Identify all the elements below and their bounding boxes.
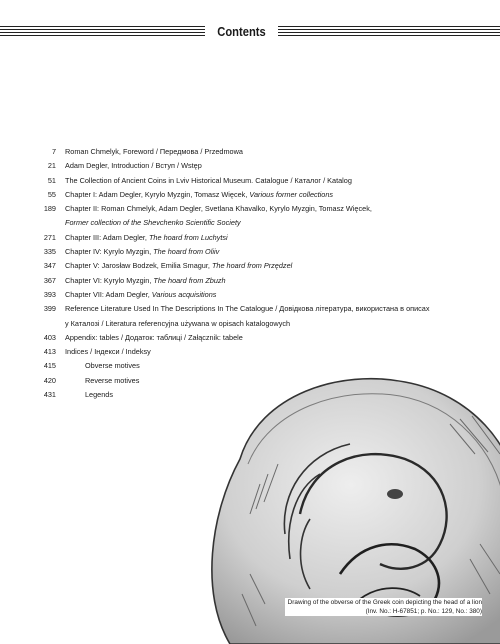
- toc-page-number: 415: [43, 361, 56, 371]
- toc-title-part: Chapter I: Adam Degler, Kyrylo Myzgin, Tomasz Więcek,: [65, 189, 250, 199]
- toc-title-part: Appendix: tables / Додаток: таблиці / Załącznik: tabele: [65, 332, 243, 342]
- toc-page-number: 55: [47, 189, 56, 199]
- toc-entry: [30, 345, 490, 359]
- toc-page-number: 189: [43, 204, 56, 214]
- toc-title-part: Chapter III: Adam Degler,: [65, 232, 149, 242]
- toc-entry-title: [56, 145, 243, 159]
- toc-title-part: Adam Degler, Introduction / Вступ / Wstęp: [65, 161, 202, 171]
- toc-entry: [30, 174, 490, 188]
- toc-title-part: Indices / Індекси / Indeksy: [65, 347, 151, 357]
- caption-line-2: (Inv. No.: Н-67851; p. No.: 129, No.: 380): [365, 608, 482, 615]
- toc-page-number: 403: [43, 332, 56, 342]
- toc-page-number: 413: [43, 347, 56, 357]
- toc-page-number: 21: [47, 161, 56, 171]
- toc-entry-title: [56, 245, 219, 259]
- toc-entry-title: [56, 374, 139, 388]
- toc-entry-title: [56, 159, 202, 173]
- header-rule-right: [278, 26, 500, 37]
- caption-line-1: Drawing of the obverse of the Greek coin depicting the head of a lion: [287, 599, 482, 606]
- toc-entry: [30, 145, 490, 159]
- toc-entry-title: [56, 302, 430, 316]
- toc-title-part: Chapter II: Roman Chmelyk, Adam Degler, Svetlana Khavalko, Kyrylo Myzgin, Tomasz Więcek,: [65, 204, 372, 214]
- lion-eye: [387, 489, 403, 499]
- toc-page-number: 431: [43, 390, 56, 400]
- toc-page-number: 420: [43, 375, 56, 385]
- toc-title-part: The hoard from Oliiv: [153, 247, 220, 257]
- toc-page-number: 347: [43, 261, 56, 271]
- toc-page-number: 7: [51, 147, 56, 156]
- toc-entry: [30, 245, 490, 259]
- toc-page-number: 335: [43, 247, 56, 257]
- toc-entry-title: [56, 345, 151, 359]
- header-rule-left: [0, 26, 205, 37]
- toc-entry: [30, 259, 490, 273]
- toc-entry-title: [56, 174, 352, 188]
- page-title: Contents: [217, 24, 266, 39]
- toc-entry: [30, 288, 490, 302]
- toc-title-part: The hoard from Przędzel: [211, 261, 293, 271]
- toc-entry: [30, 188, 490, 202]
- toc-entry-title: [56, 388, 113, 402]
- toc-entry-continuation: [30, 317, 490, 331]
- toc-title-part: Reference Literature Used In The Descriptions In The Catalogue / Довідкова література, використана в описах: [65, 304, 430, 314]
- toc-page-number: 367: [43, 275, 56, 285]
- toc-entry-continuation: [30, 216, 490, 230]
- toc-title-part: Chapter VII: Adam Degler,: [65, 289, 152, 299]
- toc-entry: [30, 331, 490, 345]
- toc-entry-title: [56, 259, 292, 273]
- toc-title-part: The hoard from Luchytsi: [148, 232, 228, 242]
- toc-title-part: Chapter VI: Kyrylo Myzgin,: [65, 275, 154, 285]
- page-header: [0, 22, 500, 42]
- toc-title-part: Chapter IV: Kyrylo Myzgin,: [65, 247, 154, 257]
- toc-title-part: Reverse motives: [85, 375, 140, 385]
- toc-entry-title: [56, 359, 140, 373]
- toc-title-part: Chapter V: Jarosław Bodzek, Emilia Smagur,: [65, 261, 212, 271]
- toc-title-part: Former collection of the Shevchenko Scientific Society: [65, 218, 241, 228]
- toc-entry-title: [56, 288, 216, 302]
- toc-page-number: 393: [43, 289, 56, 299]
- toc-entry-title: [56, 202, 372, 216]
- toc-title-part: Obverse motives: [85, 361, 140, 371]
- toc-entry: [30, 302, 490, 316]
- figure-caption: [285, 598, 482, 616]
- toc-entry-title: [56, 274, 226, 288]
- toc-entry: [30, 231, 490, 245]
- toc-entry-title: [56, 188, 333, 202]
- toc-title-part: у Каталозі / Literatura referencyjna używana w opisach katalogowych: [65, 318, 291, 328]
- toc-entry: [30, 159, 490, 173]
- toc-page-number: 399: [43, 304, 56, 314]
- toc-page-number: 271: [43, 232, 56, 242]
- toc-title-part: Various acquisitions: [151, 289, 217, 299]
- toc-title-part: Legends: [85, 390, 113, 400]
- toc-title-part: Various former collections: [249, 189, 334, 199]
- toc-entry-title: [56, 331, 243, 345]
- toc-page-number: 51: [47, 175, 56, 185]
- toc-entry: [30, 202, 490, 216]
- toc-entry-title: [56, 231, 228, 245]
- toc-title-part: The Collection of Ancient Coins in Lviv Historical Museum. Catalogue / Каталог / Katalog: [65, 175, 352, 185]
- toc-title-part: The hoard from Zbuzh: [153, 275, 226, 285]
- toc-entry: [30, 274, 490, 288]
- toc-title-part: Roman Chmelyk, Foreword / Передмова / Przedmowa: [65, 147, 243, 156]
